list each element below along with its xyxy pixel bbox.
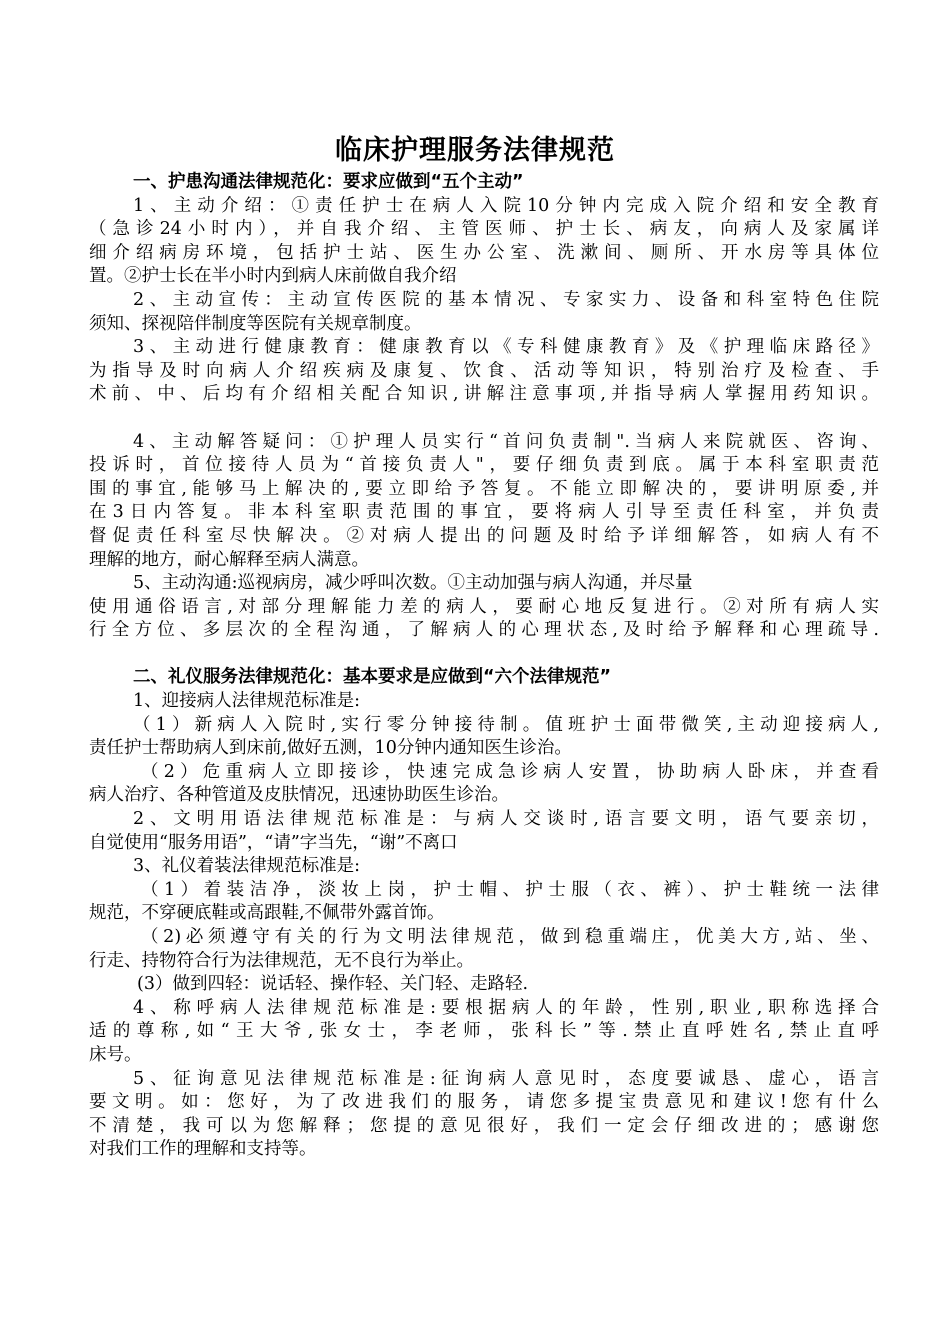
text-line: 规范，不穿硬底鞋或高跟鞋,不佩带外露首饰。 — [89, 903, 445, 924]
text-line: 1、主动介绍：①责任护士在病人入院10分钟内完成入院介绍和安全教育 — [133, 195, 879, 216]
text-line: 病人治疗、各种管道及皮肤情况，迅速协助医生诊治。 — [89, 785, 509, 806]
text-line: 对我们工作的理解和支持等。 — [89, 1139, 317, 1160]
text-line: 5、征询意见法律规范标准是:征询病人意见时，态度要诚恳、虚心，语言 — [133, 1068, 879, 1089]
text-line: 理解的地方，耐心解释至病人满意。 — [89, 549, 369, 570]
blank-line — [89, 643, 879, 667]
text-line: 适的尊称,如“王大爷,张女士，李老师，张科长”等.禁止直呼姓名,禁止直呼 — [89, 1021, 879, 1042]
text-line: 围的事宜,能够马上解决的,要立即给予答复。不能立即解决的，要讲明原委,并 — [89, 478, 879, 499]
text-line: （1）新病人入院时,实行零分钟接待制。值班护士面带微笑,主动迎接病人, — [133, 714, 879, 735]
text-line: 在3日内答复。非本科室职责范围的事宜，要将病人引导至责任科室，并负责 — [89, 502, 879, 523]
text-line: 要文明。如：您好，为了改进我们的服务，请您多提宝贵意见和建议!您有什么 — [89, 1092, 879, 1113]
text-line: 4、主动解答疑问：①护理人员实行“首问负责制".当病人来院就医、咨询、 — [133, 431, 879, 452]
section-heading: 一、护患沟通法律规范化：要求应做到“五个主动” — [133, 172, 524, 192]
text-line: 细介绍病房环境，包括护士站、医生办公室、洗漱间、厕所、开水房等具体位 — [89, 242, 879, 263]
text-line: 置。②护士长在半小时内到病人床前做自我介绍 — [89, 266, 457, 287]
text-line: 3、主动进行健康教育：健康教育以《专科健康教育》及《护理临床路径》 — [133, 337, 879, 358]
section-heading: 二、礼仪服务法律规范化：基本要求是应做到“六个法律规范” — [133, 667, 612, 688]
text-line: 须知、探视陪伴制度等医院有关规章制度。 — [89, 313, 422, 334]
text-line: 3、礼仪着装法律规范标准是: — [133, 856, 361, 877]
text-line: 行走、持物符合行为法律规范，无不良行为举止。 — [89, 950, 474, 971]
text-line: 为指导及时向病人介绍疾病及康复、饮食、活动等知识，特别治疗及检查、手 — [89, 360, 879, 381]
text-line: (3）做到四轻：说话轻、操作轻、关门轻、走路轻. — [137, 974, 529, 995]
text-line: 不清楚，我可以为您解释；您提的意见很好，我们一定会仔细改进的；感谢您 — [89, 1115, 879, 1136]
text-line: 责任护士帮助病人到床前,做好五测，10分钟内通知医生诊治。 — [89, 738, 572, 759]
blank-line — [89, 407, 879, 431]
document-title: 临床护理服务法律规范 — [335, 135, 615, 166]
text-line: （2)必须遵守有关的行为文明法律规范，做到稳重端庄，优美大方,站、坐、 — [141, 927, 879, 947]
text-line: 2、文明用语法律规范标准是：与病人交谈时,语言要文明，语气要亲切， — [133, 809, 879, 830]
text-line: 1、迎接病人法律规范标准是: — [133, 691, 361, 712]
text-line: 督促责任科室尽快解决。②对病人提出的问题及时给予详细解答，如病人有不 — [89, 525, 879, 546]
document-body — [89, 171, 879, 1162]
text-line: 5、主动沟通:巡视病房，减少呼叫次数。①主动加强与病人沟通，并尽量 — [133, 573, 693, 594]
text-line: 床号。 — [89, 1044, 142, 1065]
text-line: （急诊24小时内），并自我介绍、主管医师、护士长、病友，向病人及家属详 — [89, 219, 879, 240]
text-line: 行全方位、多层次的全程沟通，了解病人的心理状态,及时给予解释和心理疏导. — [89, 620, 879, 641]
text-line: 术前、中、后均有介绍相关配合知识,讲解注意事项,并指导病人掌握用药知识。 — [89, 384, 879, 405]
text-line: 4、称呼病人法律规范标准是:要根据病人的年龄，性别,职业,职称选择合 — [133, 997, 879, 1018]
text-line: 使用通俗语言,对部分理解能力差的病人，要耐心地反复进行。②对所有病人实 — [89, 596, 879, 617]
text-line: 2、主动宣传：主动宣传医院的基本情况、专家实力、设备和科室特色住院 — [133, 289, 879, 310]
text-line: 自觉使用“服务用语”，“请”字当先，“谢”不离口 — [89, 832, 458, 853]
text-line: （2）危重病人立即接诊，快速完成急诊病人安置，协助病人卧床，并查看 — [141, 761, 879, 782]
text-line: （1）着装洁净，淡妆上岗，护士帽、护士服（衣、裤）、护士鞋统一法律 — [141, 879, 879, 900]
text-line: 投诉时，首位接待人员为“首接负责人"，要仔细负责到底。属于本科室职责范 — [89, 455, 879, 476]
